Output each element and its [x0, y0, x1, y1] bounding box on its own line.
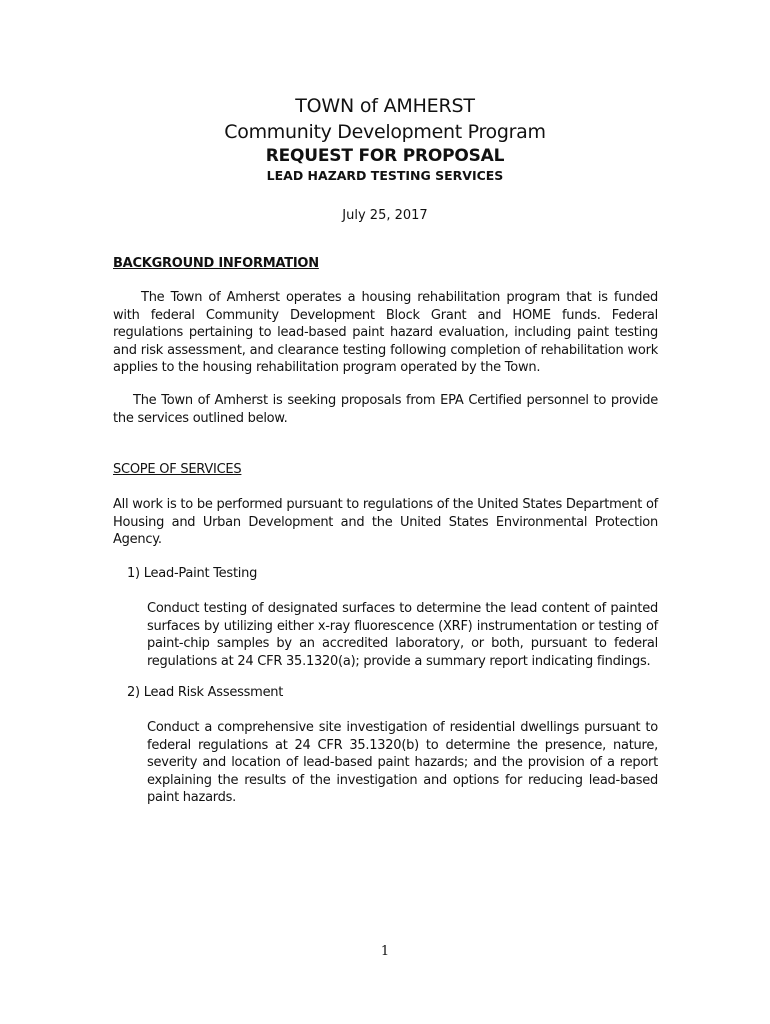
scope-item-2-label: 2) Lead Risk Assessment [127, 685, 284, 700]
document-date: July 25, 2017 [342, 208, 428, 223]
rfp-subject: LEAD HAZARD TESTING SERVICES [266, 168, 504, 183]
scope-item-2-body: Conduct a comprehensive site investigation of residential dwellings pursuant to federal regulations at 24 CFR 35.1320(b) to determine the presence, nature, severity and location of lead-based paint hazards; and the provision of a report explaining the results of the investigation and options for reducing lead-based paint hazards. [147, 720, 658, 805]
document-header [0, 94, 770, 225]
background-paragraph-2: The Town of Amherst is seeking proposals from EPA Certified personnel to provide the services outlined below. [113, 393, 658, 426]
scope-intro: All work is to be performed pursuant to regulations of the United States Department of Housing and Urban Development and the United States Environmental Protection Agency. [113, 497, 658, 547]
rfp-title: REQUEST FOR PROPOSAL [265, 146, 505, 166]
scope-item-1-body: Conduct testing of designated surfaces to determine the lead content of painted surfaces by utilizing either x-ray fluorescence (XRF) instrumentation or testing of paint-chip samples by an accredited laboratory, or both, pursuant to federal regulations at 24 CFR 35.1320(a); provide a summary report indicating findings. [147, 601, 658, 669]
background-heading: BACKGROUND INFORMATION [113, 256, 319, 271]
scope-heading: SCOPE OF SERVICES [113, 462, 242, 477]
program-title: Community Development Program [224, 121, 546, 143]
page-number: 1 [380, 944, 390, 959]
town-title: TOWN of AMHERST [295, 95, 475, 117]
background-paragraph-1: The Town of Amherst operates a housing rehabilitation program that is funded with federal Community Development Block Grant and HOME funds. Federal regulations pertaining to lead-based paint hazard evaluation, including paint testing and risk assessment, and clearance testing following completion of rehabilitation work applies to the housing rehabilitation program operated by the Town. [113, 290, 658, 375]
scope-item-1-label: 1) Lead-Paint Testing [127, 566, 258, 581]
